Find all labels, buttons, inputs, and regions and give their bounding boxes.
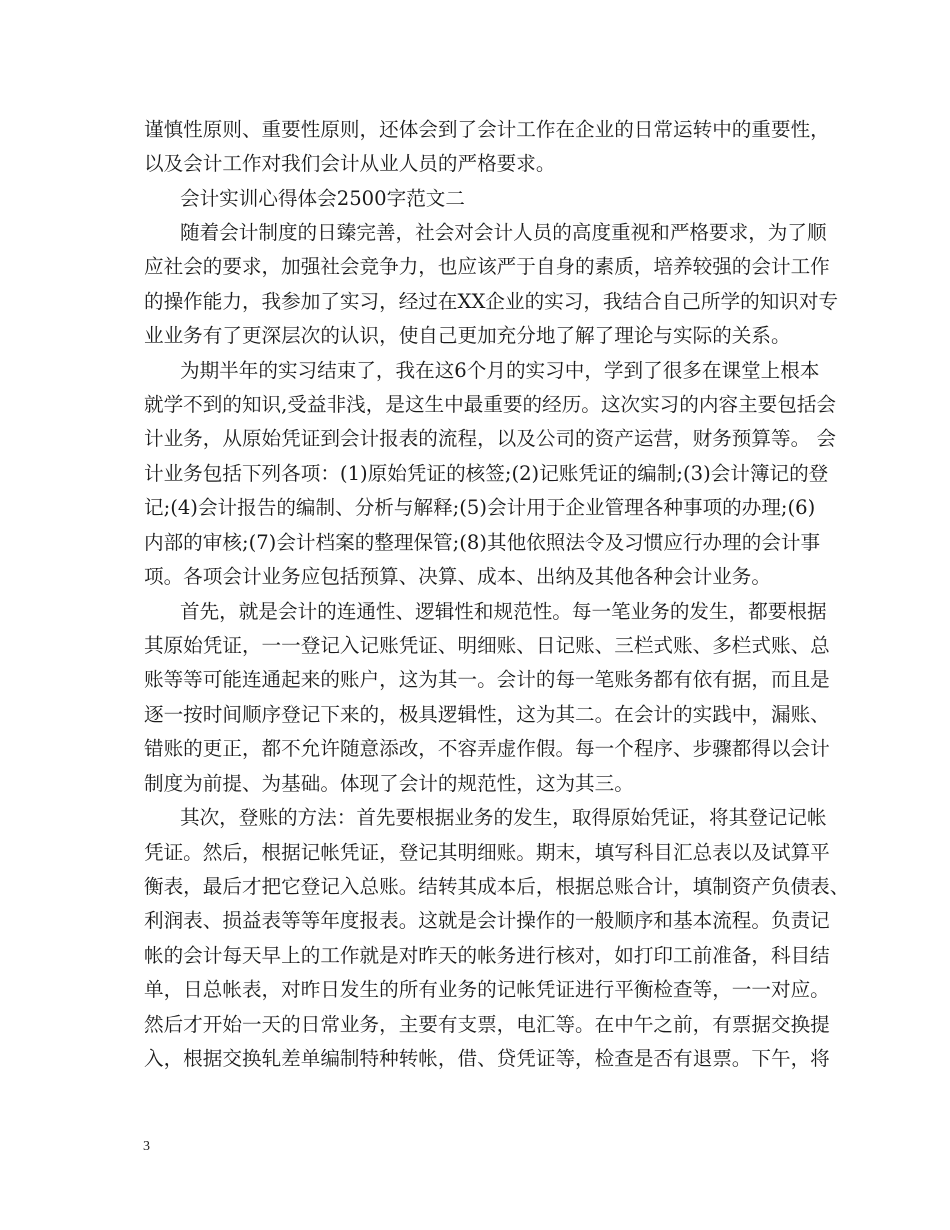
text-line: 衡表，最后才把它登记入总账。结转其成本后，根据总账合计，填制资产负债表、 bbox=[144, 875, 850, 898]
text-line: 逐一按时间顺序登记下来的，极具逻辑性，这为其二。在会计的实践中，漏账、 bbox=[144, 703, 830, 726]
text-line: 单，日总帐表，对昨日发生的所有业务的记帐凭证进行平衡检查等，一一对应。 bbox=[144, 978, 830, 1001]
text-line: 其原始凭证，一一登记入记账凭证、明细账、日记账、三栏式账、多栏式账、总 bbox=[144, 634, 830, 657]
text-line: 为期半年的实习结束了，我在这6个月的实习中，学到了很多在课堂上根本 bbox=[180, 359, 820, 382]
text-line: 业业务有了更深层次的认识，使自己更加充分地了解了理论与实际的关系。 bbox=[144, 324, 791, 347]
text-line: 帐的会计每天早上的工作就是对昨天的帐务进行核对，如打印工前准备，科目结 bbox=[144, 944, 830, 967]
text-line: 其次，登账的方法：首先要根据业务的发生，取得原始凭证，将其登记记帐 bbox=[180, 806, 827, 829]
text-line: 的操作能力，我参加了实习，经过在XX企业的实习，我结合自己所学的知识对专 bbox=[144, 290, 839, 313]
text-line: 记;(4)会计报告的编制、分析与解释;(5)会计用于企业管理各种事项的办理;(6) bbox=[144, 496, 816, 519]
text-line: 首先，就是会计的连通性、逻辑性和规范性。每一笔业务的发生，都要根据 bbox=[180, 600, 827, 623]
text-line: 利润表、损益表等等年度报表。这就是会计操作的一般顺序和基本流程。负责记 bbox=[144, 909, 830, 932]
text-line: 应社会的要求，加强社会竞争力，也应该严于自身的素质，培养较强的会计工作 bbox=[144, 255, 830, 278]
text-line: 然后才开始一天的日常业务，主要有支票，电汇等。在中午之前，有票据交换提 bbox=[144, 1013, 830, 1036]
text-line: 项。各项会计业务应包括预算、决算、成本、出纳及其他各种会计业务。 bbox=[144, 565, 771, 588]
text-line: 就学不到的知识,受益非浅，是这生中最重要的经历。这次实习的内容主要包括会 bbox=[144, 393, 837, 416]
section-heading: 会计实训心得体会2500字范文二 bbox=[180, 187, 465, 210]
text-line: 谨慎性原则、重要性原则，还体会到了会计工作在企业的日常运转中的重要性， bbox=[144, 118, 830, 141]
text-line: 计业务包括下列各项：(1)原始凭证的核签;(2)记账凭证的编制;(3)会计簿记的登 bbox=[144, 462, 829, 485]
text-line: 随着会计制度的日臻完善，社会对会计人员的高度重视和严格要求，为了顺 bbox=[180, 221, 827, 244]
text-line: 入，根据交换轧差单编制特种转帐，借、贷凭证等，检查是否有退票。下午，将 bbox=[144, 1047, 830, 1070]
text-line: 内部的审核;(7)会计档案的整理保管;(8)其他依照法令及习惯应行办理的会计事 bbox=[144, 531, 821, 554]
text-line: 计业务，从原始凭证到会计报表的流程，以及公司的资产运营，财务预算等。 会 bbox=[144, 427, 837, 450]
text-line: 账等等可能连通起来的账户，这为其一。会计的每一笔账务都有依有据，而且是 bbox=[144, 668, 830, 691]
text-line: 错账的更正，都不允许随意添改，不容弄虚作假。每一个程序、步骤都得以会计 bbox=[144, 737, 830, 760]
text-line: 凭证。然后，根据记帐凭证，登记其明细账。期末，填写科目汇总表以及试算平 bbox=[144, 841, 830, 864]
text-line: 以及会计工作对我们会计从业人员的严格要求。 bbox=[144, 152, 556, 175]
page-number: 3 bbox=[143, 1139, 150, 1154]
text-line: 制度为前提、为基础。体现了会计的规范性，这为其三。 bbox=[144, 772, 634, 795]
